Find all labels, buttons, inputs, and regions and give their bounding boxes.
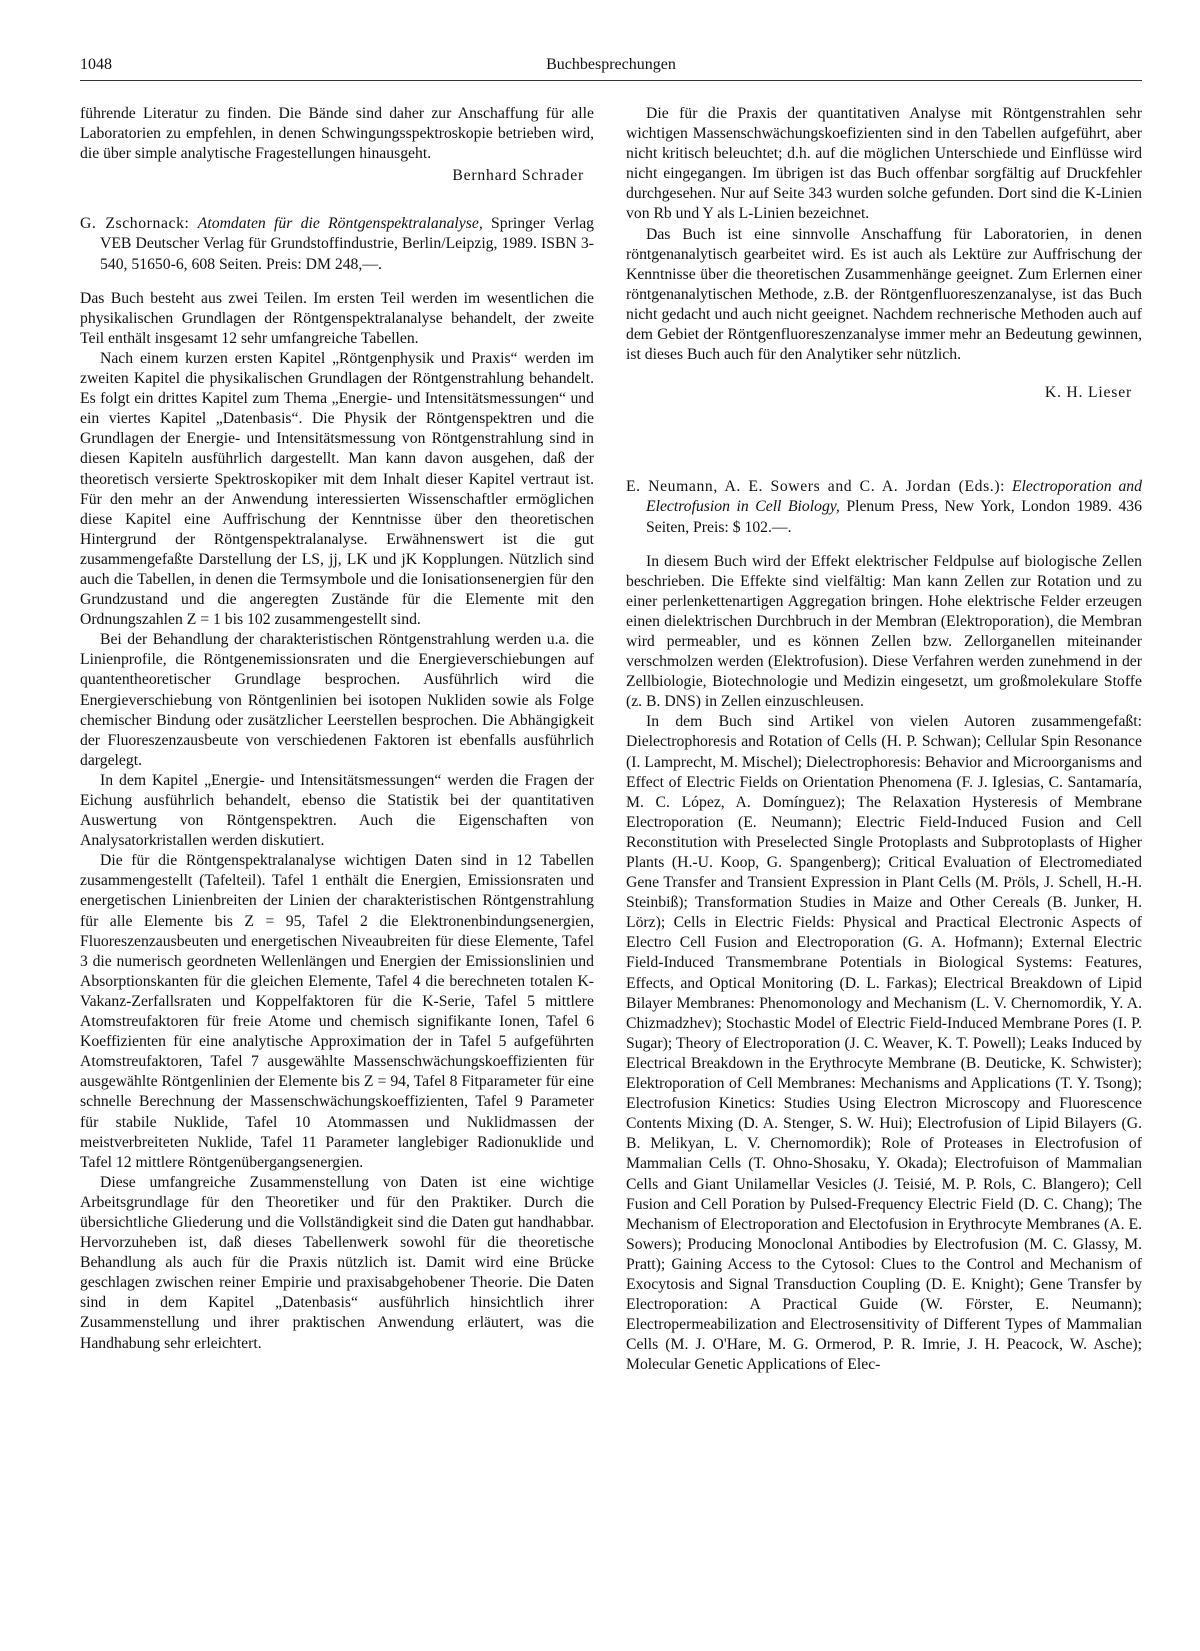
section-gap: [626, 403, 1142, 477]
review-paragraph: Nach einem kurzen ersten Kapitel „Röntgenphysik und Praxis“ werden im zweiten Kapitel die physikalischen Grundlagen der Röntgenstrahlung behandelt. Es folgt ein drittes Kapitel zum Thema „Energie- und Intensitätsmessungen“ und ein viertes Kapitel „Datenbasis“. Die Physik der Röntgenspektren und die Grundlagen der Energie- und Intensitätsmessung von Röntgenstrahlung sind in diesen Kapiteln ausführlich dargestellt. Man kann davon ausgehen, daß der theoretisch versierte Spektroskopiker mit dem Inhalt dieser Kapitel vertraut ist. Für den mehr an der Anwendung interessierten Wissenschaftler ermöglichen diese Kapitel eine Auffrischung der Kenntnisse über den theoretischen Hintergrund der Röntgenspektralanalyse. Erwähnenswert ist die gut zusammengefaßte Darstellung der LS, jj, LK und jK Kopplungen. Nützlich sind auch die Tabellen, in denen die Termsymbole und die Ionisationsenergien für den Grundzustand und die angeregten Zustände für die Elemente mit den Ordnungszahlen Z = 1 bis 102 zusammengestellt sind.: [80, 349, 594, 629]
citation-authors: E. Neumann, A. E. Sowers and C. A. Jordan (Eds.):: [626, 478, 1006, 496]
citation-title: Atomdaten für die Röntgenspektralanalyse,: [197, 215, 483, 233]
reviewer-signature: K. H. Lieser: [1044, 384, 1132, 402]
citation-title: Electroporation and Electrofusion in Cell Biology,: [646, 478, 1142, 516]
citation-author: G. Zschornack:: [80, 215, 190, 233]
review-paragraph: In diesem Buch wird der Effekt elektrischer Feldpulse auf biologische Zellen beschrieben. Die Effekte sind vielfältig: Man kann Zellen zur Rotation und zu einer perlenkettenartigen Aggregation bringen. Hohe elektrische Felder erzeugen einen dielektrischen Durchbruch in der Membran (Elektroporation), die Membran wird permeabler, und es können Zellen bzw. Zellorganellen miteinander verschmolzen werden (Elektrofusion). Diese Verfahren werden zunehmend in der Zellbiologie, Biotechnologie und Medizin eingesetzt, um großmolekulare Stoffe (z. B. DNS) in Zellen einzuschleusen.: [626, 552, 1142, 711]
page-number: 1048: [80, 56, 112, 73]
review-paragraph: In dem Buch sind Artikel von vielen Autoren zusammengefaßt: Dielectrophoresis and Rotation of Cells (H. P. Schwan); Cellular Spin Resonance (I. Lamprecht, M. Mischel); Dielectrophoresis: Behavior and Microorganisms and Effect of Electric Fields on Orientation Phenomena (F. J. Iglesias, C. Santamaría, M. C. López, A. Domínguez); The Relaxation Hysteresis of Membrane Electroporation (E. Neumann); Electric Field-Induced Fusion and Cell Reconstitution with Preselected Single Protoplasts and Subprotoplasts of Higher Plants (H.-U. Koop, G. Spangenberg); Critical Evaluation of Electromediated Gene Transfer and Transient Expression in Plant Cells (M. Pröls, J. Schell, H.-H. Steinbiß); Transformation Studies in Maize and Other Cereals (B. Junker, H. Lörz); Cells in Electric Fields: Physical and Practical Electronic Aspects of Electro Cell Fusion and Electroporation (G. A. Hofmann); External Electric Field-Induced Transmembrane Potentials in Biological Systems: Features, Effects, and Optical Monitoring (D. L. Farkas); Electrical Breakdown of Lipid Bilayer Membranes: Phenomonology and Mechanism (L. V. Chernomordik, Y. A. Chizmadzhev); Stochastic Model of Electric Field-Induced Membrane Pores (I. P. Sugar); Theory of Electroporation (J. C. Weaver, K. T. Powell); Leaks Induced by Electrical Breakdown in the Erythrocyte Membrane (B. Deuticke, K. Schwister); Elektroporation of Cell Membranes: Mechanisms and Applications (T. Y. Tsong); Electrofusion Kinetics: Studies Using Electron Microscopy and Fluorescence Contents Mixing (D. A. Stenger, S. W. Hui); Electrofusion of Lipid Bilayers (G. B. Melikyan, L. V. Chernomordik); Role of Proteases in Electrofusion of Mammalian Cells (T. Ohno-Shosaku, Y. Okada); Electrofuison of Mammalian Cells and Giant Unilamellar Vesicles (J. Teisié, M. P. Rols, C. Blangero); Cell Fusion and Cell Poration by Pulsed-Frequency Electric Field (D. C. Chang); The Mechanism of Electroporation and Electofusion in Erythrocyte Membranes (A. E. Sowers); Producing Monoclonal Antibodies by Electrofusion (M. C. Glassy, M. Pratt); Gaining Access to the Cytosol: Clues to the Control and Mechanism of Exocytosis and Signal Transduction Coupling (D. E. Knight); Gene Transfer by Electroporation: A Practical Guide (W. Förster, E. Neumann); Electropermeabilization and Electrosensitivity of Different Types of Mammalian Cells (M. J. O'Hare, M. G. Ormerod, P. R. Imrie, J. H. Peacock, W. Asche); Molecular Genetic Applications of Elec-: [626, 713, 1142, 1374]
right-column: [626, 104, 1142, 1375]
left-column: [80, 104, 594, 1354]
book-citation: [80, 214, 594, 274]
review-paragraph: Die für die Röntgenspektralanalyse wichtigen Daten sind in 12 Tabellen zusammengestellt (Tafelteil). Tafel 1 enthält die Energien, Emissionsraten und energetischen Linienbreiten der Linien der charakteristischen Röntgenstrahlung für alle Elemente bis Z = 95, Tafel 2 die Elektronenbindungsenergien, Fluoreszenzausbeuten und energetischen Niveaubreiten für diese Elemente, Tafel 3 die numerisch geordneten Wellenlängen und Energien der Emissionslinien und Absorptionskanten für die gleichen Elemente, Tafel 4 die berechneten totalen K-Vakanz-Zerfallsraten und Koppelfaktoren für die K-Serie, Tafel 5 mittlere Atomstreufaktoren für freie Atome und chemisch signifikante Ionen, Tafel 6 Koeffizienten für eine analytische Approximation der in Tafel 5 aufgeführten Atomstreufaktoren, Tafel 7 ausgewählte Massenschwächungskoeffizienten für ausgewählte Röntgenlinien der Elemente bis Z = 94, Tafel 8 Fitparameter für eine schnelle Berechnung der Massenschwächungskoeffizienten, Tafel 9 Parameter für stabile Nuklide, Tafel 10 Atommassen und Nuklidmassen der meistverbreiteten Nuklide, Tafel 11 Parameter langlebiger Radionuklide und Tafel 12 mittlere Röntgenübergangsenergien.: [80, 852, 594, 1171]
review-paragraph: Die für die Praxis der quantitativen Analyse mit Röntgenstrahlen sehr wichtigen Massenschwächungskoefizienten sind in den Tabellen aufgeführt, aber nicht kritisch beleuchtet; d.h. auf die möglichen Unterschiede und Einflüsse wird nicht eingegangen. Im übrigen ist das Buch offenbar sorgfältig auf Druckfehler durchgesehen. Nur auf Seite 343 wurden solche gefunden. Dort sind die K-Linien von Rb und Y als L-Linien bezeichnet.: [626, 105, 1142, 223]
continuation-paragraph: führende Literatur zu finden. Die Bände sind daher zur Anschaffung für alle Laboratorien zu empfehlen, in denen Schwingungsspektroskopie betrieben wird, die über simple analytische Fragestellungen hinausgeht.: [80, 105, 594, 163]
review-paragraph: In dem Kapitel „Energie- und Intensitätsmessungen“ werden die Fragen der Eichung ausführlich behandelt, ebenso die Statistik bei der quantitativen Auswertung von Röntgenspektren. Auch die Eigenschaften von Analysatorkristallen werden diskutiert.: [80, 771, 594, 850]
running-title: Buchbesprechungen: [546, 56, 676, 73]
citation-publisher: Springer Verlag VEB Deutscher Verlag für Grundstoffindustrie, Berlin/Leipzig, 1989. ISBN 3-540, 51650-6, 608 Seiten. Preis: DM 248,—.: [100, 215, 595, 273]
review-paragraph: Diese umfangreiche Zusammenstellung von Daten ist eine wichtige Arbeitsgrundlage für den Theoretiker und für den Praktiker. Durch die übersichtliche Gliederung und die Vollständigkeit sind die Daten gut handhabbar. Hervorzuheben ist, daß dieses Tabellenwerk sowohl für die theoretische Behandlung als auch für die Praxis nützlich ist. Damit wird eine Brücke geschlagen zwischen reiner Empirie und praxisabgehobener Theorie. Die Daten sind in dem Kapitel „Datenbasis“ ausführlich hinsichtlich ihrer Zusammenstellung und ihrer praktischen Anwendung erläutert, was die Handhabung sehr erleichtert.: [80, 1173, 594, 1352]
page-header: [80, 56, 1142, 81]
reviewer-signature: Bernhard Schrader: [452, 167, 584, 185]
book-citation: [626, 477, 1142, 537]
citation-publisher: Plenum Press, New York, London 1989. 436 Seiten, Preis: $ 102.—.: [646, 498, 1142, 536]
review-paragraph: Das Buch ist eine sinnvolle Anschaffung für Laboratorien, in denen röntgenanalytisch gearbeitet wird. Es ist auch als Lektüre zur Auffrischung der Kenntnisse über die theoretischen Zusammenhänge geeignet. Zum Erlernen einer röntgenanalytischen Methode, z.B. der Röntgenfluoreszenzanalyse, ist das Buch nicht gedacht und auch nicht geeignet. Nachdem rechnerische Methoden auch auf dem Gebiet der Röntgenfluoreszenzanalyse immer mehr an Bedeutung gewinnen, ist dieses Buch auch für den Analytiker sehr nützlich.: [626, 225, 1142, 364]
review-paragraph: Das Buch besteht aus zwei Teilen. Im ersten Teil werden im wesentlichen die physikalischen Grundlagen der Röntgenspektralanalyse behandelt, der zweite Teil enthält insgesamt 12 sehr umfangreiche Tabellen.: [80, 289, 594, 347]
review-paragraph: Bei der Behandlung der charakteristischen Röntgenstrahlung werden u.a. die Linienprofile, die Röntgenemissionsraten und die Energieverschiebungen auf quantentheoretischer Grundlage besprochen. Ausführlich wird die Energieverschiebung von Röntgenlinien bei isotopen Nukliden sowie als Folge chemischer Bindung oder zusätzlicher Leerstellen besprochen. Die Abhängigkeit der Fluoreszenzausbeute von verschiedenen Faktoren ist ebenfalls ausführlich dargelegt.: [80, 631, 594, 769]
